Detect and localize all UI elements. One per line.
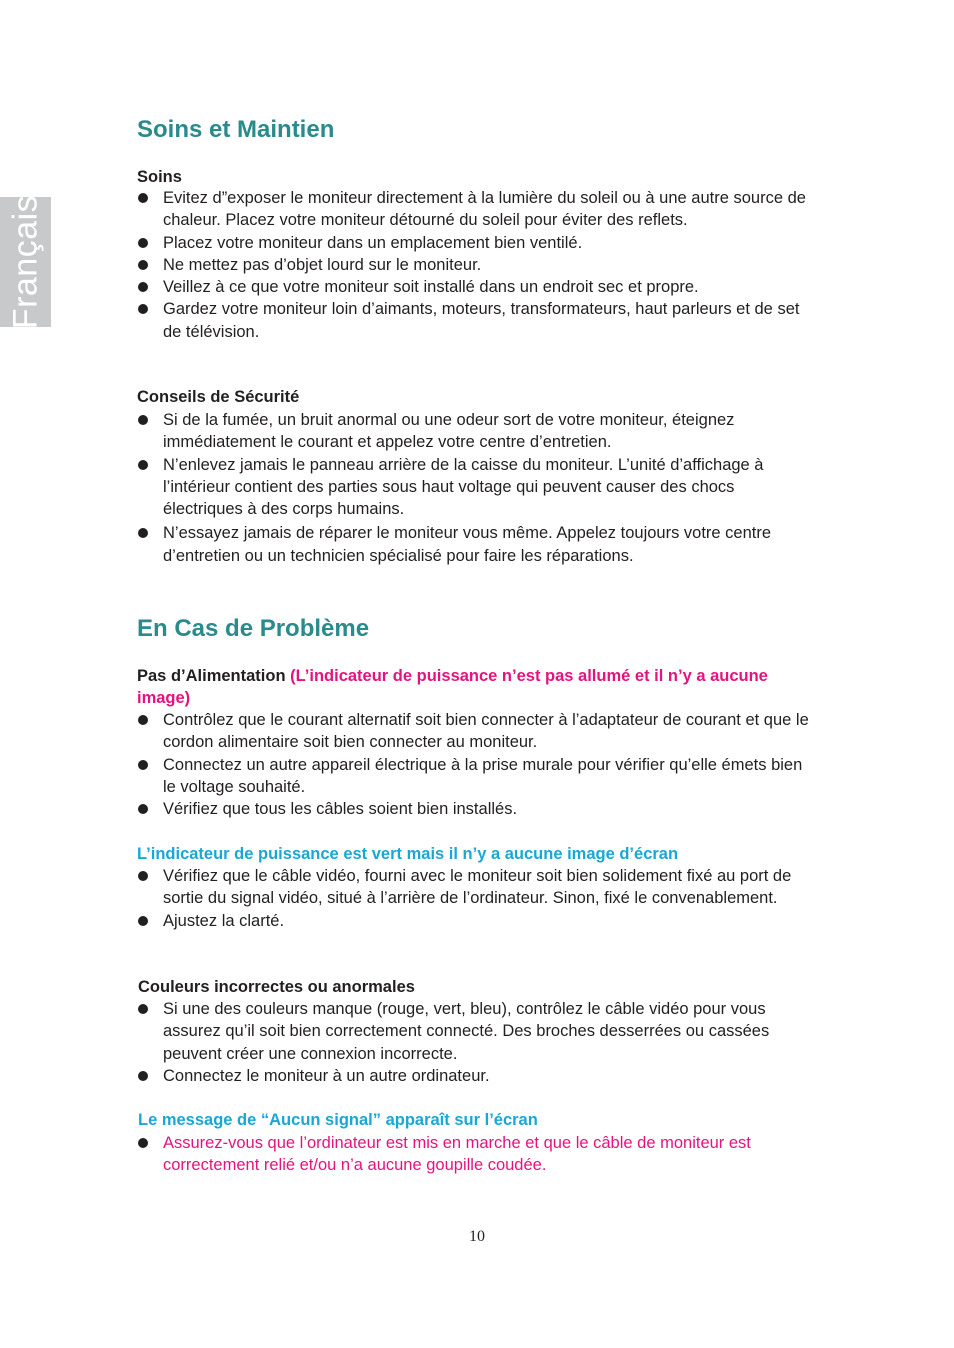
alimentation-list (137, 709, 817, 820)
securite-heading: Conseils de Sécurité (137, 388, 300, 406)
indicateur-vert-list (137, 865, 817, 932)
aucun-signal-heading: Le message de “Aucun signal” apparaît sur l’écran (138, 1111, 538, 1129)
list-item: Ne mettez pas d’objet lourd sur le moniteur. (137, 254, 817, 276)
list-item: Ajustez la clarté. (137, 910, 817, 932)
securite-list (137, 409, 817, 567)
couleurs-list (137, 998, 817, 1087)
list-item: Evitez d”exposer le moniteur directement à la lumière du soleil ou à une autre source de chaleur. Placez votre moniteur détourné du soleil pour éviter des reflets. (137, 187, 817, 232)
list-item: Veillez à ce que votre moniteur soit installé dans un endroit sec et propre. (137, 276, 817, 298)
soins-heading: Soins (137, 168, 182, 186)
aucun-signal-list (137, 1132, 817, 1177)
alimentation-heading-label: Pas d’Alimentation (137, 667, 286, 685)
list-item: Contrôlez que le courant alternatif soit bien connecter à l’adaptateur de courant et que le cordon alimentaire soit bien connecter au moniteur. (137, 709, 817, 754)
section-title-care: Soins et Maintien (137, 116, 335, 143)
list-item: Vérifiez que tous les câbles soient bien installés. (137, 798, 817, 820)
list-item: N’essayez jamais de réparer le moniteur vous même. Appelez toujours votre centre d’entretien ou un technicien spécialisé pour faire les réparations. (137, 522, 817, 567)
list-item: Si de la fumée, un bruit anormal ou une odeur sort de votre moniteur, éteignez immédiatement le courant et appelez votre centre d’entretien. (137, 409, 817, 454)
list-item: Connectez le moniteur à un autre ordinateur. (137, 1065, 817, 1087)
alimentation-heading (137, 665, 817, 709)
soins-list (137, 187, 817, 343)
section-title-troubleshooting: En Cas de Problème (137, 615, 370, 642)
couleurs-heading: Couleurs incorrectes ou anormales (138, 978, 415, 996)
language-tab-label: Français (6, 194, 44, 330)
list-item: Vérifiez que le câble vidéo, fourni avec le moniteur soit bien solidement fixé au port de sortie du signal vidéo, situé à l’arrière de l’ordinateur. Sinon, fixé le convenablement. (137, 865, 817, 910)
list-item: Placez votre moniteur dans un emplacement bien ventilé. (137, 232, 817, 254)
indicateur-vert-heading: L’indicateur de puissance est vert mais il n’y a aucune image d’écran (137, 845, 679, 863)
list-item: Gardez votre moniteur loin d’aimants, moteurs, transformateurs, haut parleurs et de set de télévision. (137, 298, 817, 343)
list-item: N’enlevez jamais le panneau arrière de la caisse du moniteur. L’unité d’affichage à l’intérieur contient des parties sous haut voltage qui peuvent causer des chocs électriques à des corps humains. (137, 454, 817, 521)
list-item: Assurez-vous que l’ordinateur est mis en marche et que le câble de moniteur est correctement relié et/ou n’a aucune goupille coudée. (137, 1132, 817, 1177)
alimentation-heading-note: (L’indicateur de puissance n’est pas allumé et il n’y a aucune image) (137, 667, 768, 707)
page-number: 10 (469, 1228, 485, 1245)
list-item: Si une des couleurs manque (rouge, vert, bleu), contrôlez le câble vidéo pour vous assurez qu’il soit bien correctement connecté. Des broches desserrées ou cassées peuvent créer une connexion incorrecte. (137, 998, 817, 1065)
list-item: Connectez un autre appareil électrique à la prise murale pour vérifier qu’elle émets bien le voltage souhaité. (137, 754, 817, 799)
language-tab (0, 194, 51, 330)
